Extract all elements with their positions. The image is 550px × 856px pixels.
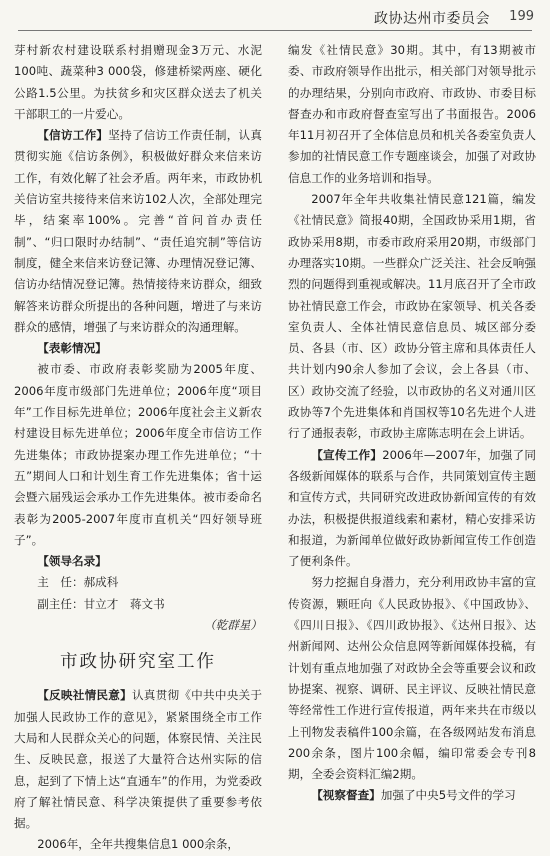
leader-name: 郝成科 xyxy=(83,575,119,590)
paragraph xyxy=(14,551,262,572)
paragraph-text: 加强了中央5号文件的学习 xyxy=(380,788,516,803)
paragraph xyxy=(14,338,262,359)
section-tag: 【视察督查】 xyxy=(311,788,381,803)
paragraph xyxy=(14,125,262,338)
paragraph xyxy=(288,785,536,806)
paragraph-text: 认真贯彻《中共中央关于加强人民政协工作的意见》，紧紧围绕全市工作大局和人民群众关心的问题，体察民情、关注民生、反映民意，报送了大量符合达州实际的信息，起到了下情上达“直通车”的作用，为党委政府了解社情民意、科学决策提供了重要参考依据。 xyxy=(14,688,262,831)
leader-role: 副主任： xyxy=(37,596,84,611)
section-title: 市政协研究室工作 xyxy=(60,652,216,673)
header-rule xyxy=(18,30,532,31)
page-number: 199 xyxy=(509,9,534,24)
paragraph xyxy=(14,685,262,834)
right-column xyxy=(288,40,536,807)
paragraph: 2007年全年共收集社情民意121篇，编发《社情民意》简报40期，全国政协采用1期，省政协采用8期，市委市政府采用20期，市级部门办理落实10期。一些群众广泛关注、社会反响强烈的问题得到重视或解决。11月底召开了全市政协社情民意工作会，市政协在家领导、机关各委室负责人、全体社情民意信息员、城区部分委员、各县（市、区）政协分管主席和具体责任人共计划内90余人参加了会议，会上各县（市、区）政协交流了经验，以市政协的名义对通川区政协等7个先进集体和肖国权等10名先进个人进行了通报表彰，市政协主席陈志明在会上讲话。 xyxy=(288,192,536,441)
paragraph-text: 坚持了信访工作责任制，认真贯彻实施《信访条例》，积极做好群众来信来访工作，有效化解了社会矛盾。两年来，市政协机关信访室共接待来信来访102人次，全部处理完毕，结案率100%。完善“首问首办责任制”、“归口限时办结制”、“责任追究制”等信访制度，健全来信来访登记簿、办理情况登记簿、信访办结情况登记簿。热情接待来访群众，细致解答来访群众所提出的各种问题，增进了与来访群众的感情，增强了与来访群众的沟通理解。 xyxy=(14,128,262,334)
page-header xyxy=(0,0,550,36)
section-tag: 【宣传工作】 xyxy=(311,447,383,462)
leader-role: 主 任： xyxy=(37,575,84,590)
leader-entry xyxy=(14,594,262,615)
leader-name: 甘立才 蒋文书 xyxy=(83,596,165,611)
paragraph: 努力挖掘自身潜力，充分利用政协丰富的宣传资源，颗旺向《人民政协报》、《中国政协》、《四川日报》、《四川政协报》、《达州日报》、达州新闻网、达州公众信息网等新闻媒体投稿，有计划有重点地加强了对政协全会等重要会议和政协提案、视察、调研、民主评议、反映社情民意等经常性工作进行宣传报道，两年来共在市级以上刊物发表稿件100余篇，在各级网站发布消息200余条，图片100余幅，编印常委会专刊8期，全委会资料汇编2期。 xyxy=(288,575,536,782)
section-tag: 【反映社情民意】 xyxy=(37,688,132,703)
paragraph: 编发《社情民意》30期。其中，有13期被市委、市政府领导作出批示，相关部门对领导批示的办理结果，分别向市政府、市政协、市委目标督查办和市政府督查室写出了书面报告。2006年11月初召开了全体信息员和机关各委室负责人参加的社情民意工作专题座谈会，加强了对政协信息工作的业务培训和指导。 xyxy=(288,43,536,185)
section-tag: 【表彰情况】 xyxy=(37,341,107,356)
paragraph: 芽村新农村建设联系村捐赠现金3万元、水泥100吨、蔬菜种3 000袋，修建桥梁两座、硬化公路1.5公里。为扶贫乡和灾区群众送去了机关干部职工的一片爱心。 xyxy=(14,43,262,121)
leader-entry xyxy=(14,572,262,593)
section-tag: 【领导名录】 xyxy=(37,554,107,569)
paragraph xyxy=(288,445,536,573)
left-column xyxy=(14,40,262,856)
running-header-title: 政协达州市委员会 xyxy=(374,11,490,27)
author-credit: （乾群星） xyxy=(204,618,262,633)
paragraph: 2006年，全年共搜集信息1 000余条， xyxy=(37,837,240,852)
paragraph-text: 2006年—2007年，加强了同各级新闻媒体的联系与合作，共同策划宣传主题和宣传方式，共同研究改进政协新闻宣传的有效办法，积极提供报道线索和素材，精心安排采访和报道，为新闻单位做好政协新闻宣传工作创造了便利条件。 xyxy=(288,447,536,569)
section-tag: 【信访工作】 xyxy=(37,128,109,143)
paragraph: 被市委、市政府表彰奖励为2005年度、2006年度市级部门先进单位；2006年度“项目年”工作目标先进单位；2006年度社会主义新农村建设目标先进单位；2006年度全市信访工作先进集体；市政协提案办理工作先进单位；“十五”期间人口和计划生育工作先进集体；省十运会暨六届残运会承办工作先进集体。被市委命名表彰为2005-2007年度市直机关“四好领导班子”。 xyxy=(14,362,262,547)
